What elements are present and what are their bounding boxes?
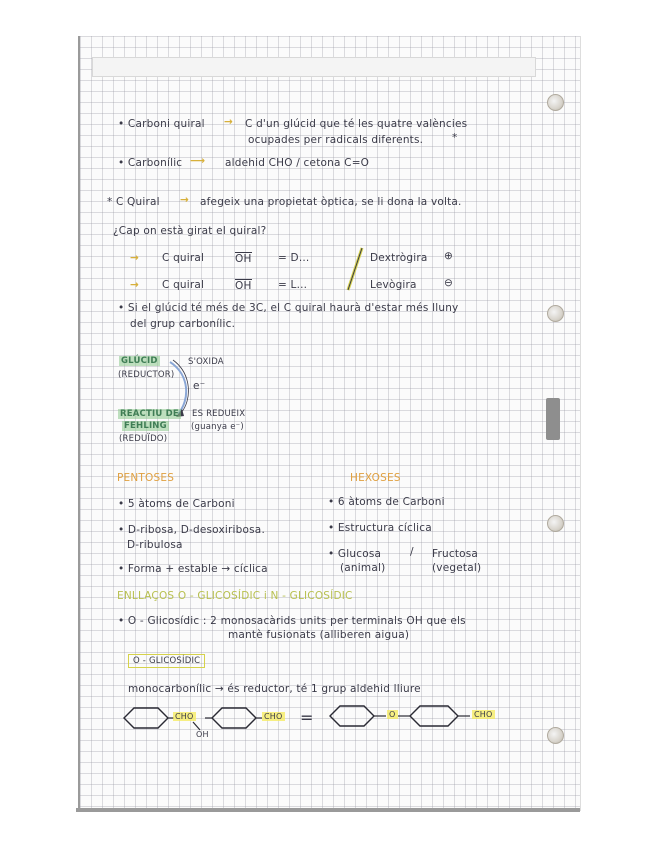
hexagon-ring bbox=[124, 708, 168, 728]
hexagon-ring bbox=[212, 708, 256, 728]
o-glicosidic-box: O - GLICOSÍDIC bbox=[128, 654, 205, 668]
enllacos-line: monocarbonílic → és reductor, té 1 grup aldehid lliure bbox=[128, 683, 421, 695]
fehling-label: FEHLING bbox=[124, 421, 167, 431]
note-line: afegeix una propietat òptica, se li dona la volta. bbox=[200, 196, 462, 208]
reduido-label: (REDUÏDO) bbox=[119, 434, 168, 444]
cho-label: CHO bbox=[175, 712, 194, 721]
hexoses-item: (vegetal) bbox=[432, 562, 482, 574]
hexoses-item: • Glucosa bbox=[328, 548, 382, 560]
cho-label: CHO bbox=[474, 710, 493, 719]
star-mark: * bbox=[452, 132, 458, 144]
oxygen-label: O bbox=[389, 710, 396, 719]
note-line: aldehid CHO / cetona C=O bbox=[225, 157, 370, 169]
reductor-label: (REDUCTOR) bbox=[118, 370, 175, 380]
hexagon-ring bbox=[330, 706, 374, 726]
oh-arrow-left: OH bbox=[235, 280, 252, 292]
hexagon-ring bbox=[410, 706, 458, 726]
arrow-icon: → bbox=[130, 252, 139, 264]
note-line: = D... bbox=[278, 252, 310, 264]
note-line: Levògira bbox=[370, 279, 417, 291]
note-line: • Si el glúcid té més de 3C, el C quiral haurà d'estar més lluny bbox=[118, 302, 459, 314]
guanya-label: (guanya e⁻) bbox=[191, 422, 244, 432]
hexoses-item: • 6 àtoms de Carboni bbox=[328, 496, 445, 508]
arrow-icon: ⟶ bbox=[190, 155, 206, 167]
note-line: del grup carbonílic. bbox=[130, 318, 236, 330]
oh-arrow-right: OH bbox=[235, 253, 252, 265]
oxida-label: S'OXIDA bbox=[188, 357, 224, 367]
electron-label: e⁻ bbox=[193, 380, 206, 392]
pentoses-title: PENTOSES bbox=[117, 472, 175, 484]
note-line: ocupades per radicals diferents. bbox=[248, 134, 424, 146]
note-line: * C Quiral bbox=[107, 196, 160, 208]
note-question: ¿Cap on està girat el quiral? bbox=[113, 225, 267, 237]
pentoses-item: D-ribulosa bbox=[127, 539, 183, 551]
note-line: Dextrògira bbox=[370, 252, 428, 264]
cho-label: CHO bbox=[264, 712, 283, 721]
hexoses-slash: / bbox=[410, 546, 414, 558]
arrow-icon: → bbox=[130, 279, 139, 291]
oh-label: OH bbox=[196, 730, 209, 739]
note-line: C quiral bbox=[162, 252, 205, 264]
hexoses-item: Fructosa bbox=[432, 548, 479, 560]
minus-icon: ⊖ bbox=[444, 277, 453, 289]
enllacos-line: mantè fusionats (alliberen aigua) bbox=[228, 629, 410, 641]
arrow-icon: → bbox=[224, 116, 233, 128]
hexoses-title: HEXOSES bbox=[350, 472, 401, 484]
enllacos-line: • O - Glicosídic : 2 monosacàrids units per terminals OH que els bbox=[118, 615, 466, 627]
redueix-label: ES REDUEIX bbox=[192, 409, 246, 419]
fehling-label: REACTIU DE bbox=[120, 409, 179, 419]
hexoses-item: • Estructura cíclica bbox=[328, 522, 432, 534]
pentoses-item: • Forma + estable → cíclica bbox=[118, 563, 268, 575]
pentoses-item: • D-ribosa, D-desoxiribosa. bbox=[118, 524, 265, 536]
arrow-icon: → bbox=[180, 194, 189, 206]
hexoses-item: (animal) bbox=[340, 562, 386, 574]
note-line: C quiral bbox=[162, 279, 205, 291]
pentoses-item: • 5 àtoms de Carboni bbox=[118, 498, 235, 510]
enllacos-title: ENLLAÇOS O - GLICOSÍDIC i N - GLICOSÍDIC bbox=[117, 590, 353, 602]
glucid-label: GLÚCID bbox=[121, 356, 158, 366]
note-line: C d'un glúcid que té les quatre valències bbox=[245, 118, 468, 130]
equals-sign: = bbox=[300, 708, 314, 727]
note-line: • Carbonílic bbox=[118, 157, 183, 169]
plus-icon: ⊕ bbox=[444, 250, 453, 262]
note-line: • Carboni quiral bbox=[118, 118, 205, 130]
note-line: = L... bbox=[278, 279, 308, 291]
